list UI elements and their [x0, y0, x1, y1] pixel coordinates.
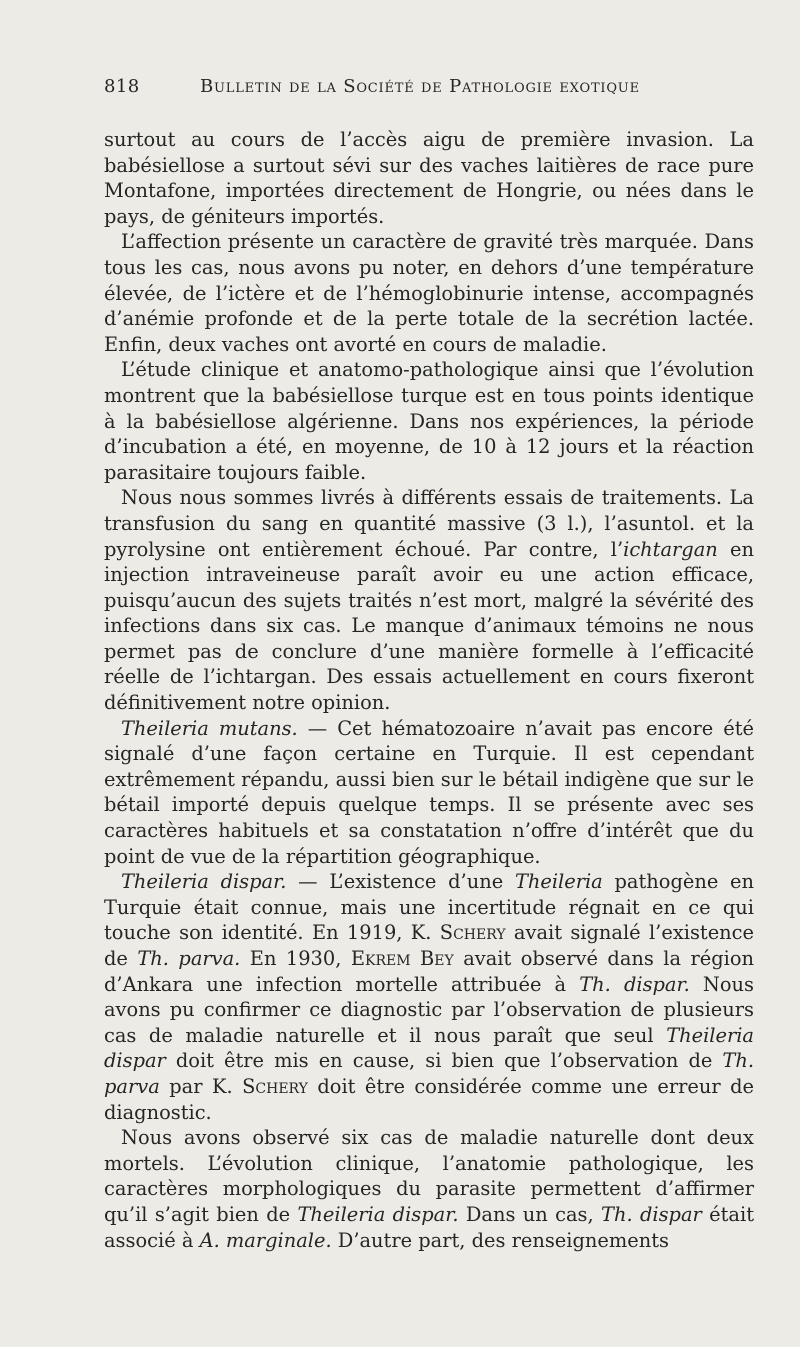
paragraph-theileria-mutans: Theileria mutans. — Cet hématozoaire n’avait pas encore été signalé d’une façon certaine en Turquie. Il est cependant extrêmement répandu, aussi bien sur le bétail indigène que sur le bétail importé depuis quelque temps. Il se présente avec ses caractères habituels et sa constatation n’offre d’intérêt que du point de vue de la répartition géographique.	[104, 716, 754, 868]
paragraph-clinical-study: L’étude clinique et anatomo-pathologique ainsi que l’évolution montrent que la babésiellose turque est en tous points identique à la babésiellose algérienne. Dans nos expériences, la période d’incubation a été, en moyenne, de 10 à 12 jours et la réaction parasitaire toujours faible.	[104, 358, 754, 484]
article-body	[104, 127, 754, 1253]
running-header	[104, 76, 754, 102]
paragraph-affection: L’affection présente un caractère de gravité très marquée. Dans tous les cas, nous avons pu noter, en dehors d’une température élevée, de l’ictère et de l’hémoglobinurie intense, accompagnés d’anémie profonde et de la perte totale de la secrétion lactée. Enfin, deux vaches ont avorté en cours de maladie.	[104, 230, 754, 356]
page-number: 818	[104, 76, 140, 97]
paragraph-treatments: Nous nous sommes livrés à différents essais de traitements. La transfusion du sang en quantité massive (3 l.), l’asuntol. et la pyrolysine ont entièrement échoué. Par contre, l’ichtargan en injection intraveineuse paraît avoir eu une action efficace, puisqu’aucun des sujets traités n’est mort, malgré la sévérité des infections dans six cas. Le manque d’animaux témoins ne nous permet pas de conclure d’une manière formelle à l’efficacité réelle de l’ichtargan. Des essais actuellement en cours fixeront définitivement notre opinion.	[104, 486, 754, 715]
running-title: Bulletin de la Société de Pathologie exotique	[200, 76, 640, 97]
paragraph-natural-cases: Nous avons observé six cas de maladie naturelle dont deux mortels. L’évolution clinique, l’anatomie pathologique, les caractères morphologiques du parasite permettent d’affirmer qu’il s’agit bien de Theileria dispar. Dans un cas, Th. dispar était associé à A. marginale. D’autre part, des renseignements	[104, 1126, 754, 1252]
paragraph-continued: surtout au cours de l’accès aigu de première invasion. La babésiellose a surtout sévi sur des vaches laitières de race pure Montafone, importées directement de Hongrie, ou nées dans le pays, de géniteurs importés.	[104, 128, 754, 228]
paragraph-theileria-dispar: Theileria dispar. — L’existence d’une Theileria pathogène en Turquie était connue, mais une incertitude régnait en ce qui touche son identité. En 1919, K. Schery avait signalé l’existence de Th. parva. En 1930, Ekrem Bey avait observé dans la région d’Ankara une infection mortelle attribuée à Th. dispar. Nous avons pu confirmer ce diagnostic par l’observation de plusieurs cas de maladie naturelle et il nous paraît que seul Theileria dispar doit être mis en cause, si bien que l’observation de Th. parva par K. Schery doit être considérée comme une erreur de diagnostic.	[104, 870, 755, 1124]
